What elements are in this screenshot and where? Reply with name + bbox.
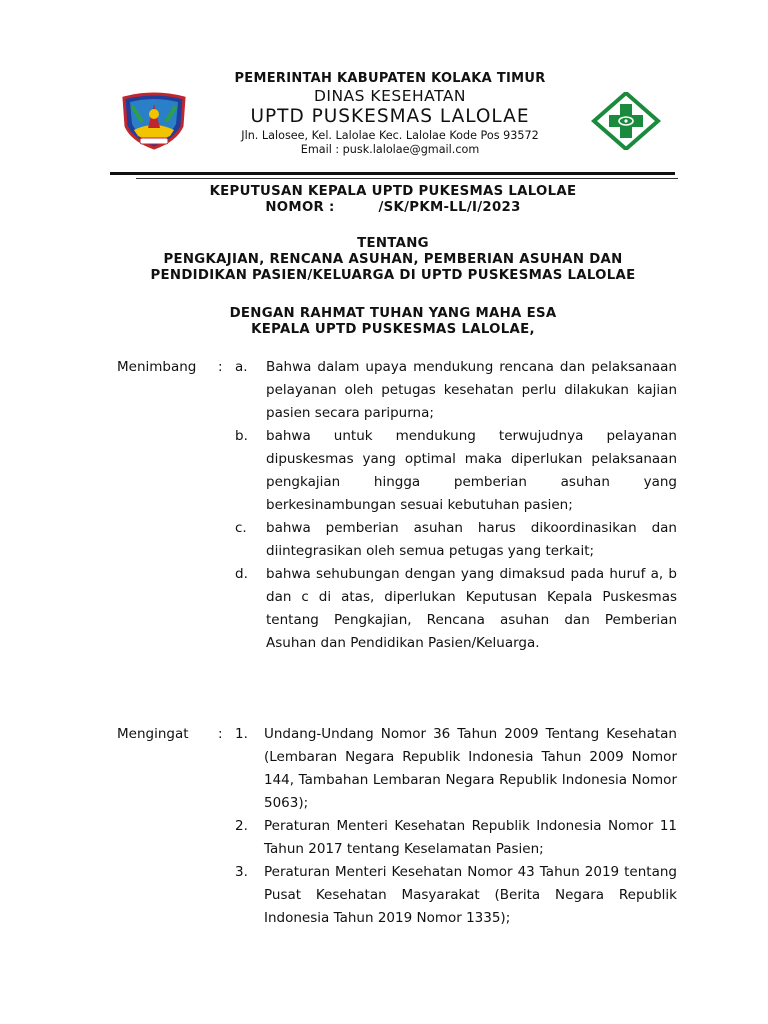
list-item-mark: c. <box>235 520 247 536</box>
list-item-mark: 3. <box>235 864 248 880</box>
list-item-mark: b. <box>235 428 248 444</box>
list-item-text: bahwa pemberian asuhan harus dikoordinasikan dan diintegrasikan oleh semua petugas yang terkait; <box>266 520 677 559</box>
letterhead <box>0 70 768 180</box>
tentang-label: TENTANG <box>357 236 429 251</box>
government-name: PEMERINTAH KABUPATEN KOLAKA TIMUR <box>234 71 546 86</box>
letterhead-rule-thin <box>136 178 678 179</box>
letterhead-rule-thick <box>110 172 675 175</box>
list-item <box>235 425 677 517</box>
email: Email : pusk.lalolae@gmail.com <box>300 143 480 156</box>
list-item-mark: 1. <box>235 726 248 742</box>
institution-name: UPTD PUSKESMAS LALOLAE <box>250 106 530 127</box>
decree-title: KEPUTUSAN KEPALA UPTD PUKESMAS LALOLAE <box>209 184 577 199</box>
list-item-mark: d. <box>235 566 248 582</box>
list-item <box>235 356 677 425</box>
list-item <box>235 723 677 815</box>
list-item-mark: a. <box>235 359 248 375</box>
subject-line-2: PENDIDIKAN PASIEN/KELUARGA DI UPTD PUSKESMAS LALOLAE <box>150 268 636 283</box>
mengingat-colon: : <box>218 726 223 742</box>
list-item-text: Bahwa dalam upaya mendukung rencana dan pelaksanaan pelayanan oleh petugas kesehatan perlu dilakukan kajian pasien secara paripurna; <box>266 359 677 421</box>
opening-heading <box>100 306 686 338</box>
list-item-text: bahwa untuk mendukung terwujudnya pelayanan dipuskesmas yang optimal maka diperlukan pelaksanaan pengkajian hingga pemberian asuhan yang berkesinambungan sesuai kebutuhan pasien; <box>266 428 677 513</box>
list-item <box>235 563 677 655</box>
list-item-text: Peraturan Menteri Kesehatan Nomor 43 Tahun 2019 tentang Pusat Kesehatan Masyarakat (Berita Negara Republik Indonesia Tahun 2019 Nomor 1335); <box>264 864 677 926</box>
letterhead-text <box>200 70 580 157</box>
puskesmas-cross-icon <box>591 92 661 150</box>
mengingat-label: Mengingat <box>117 726 189 742</box>
list-item <box>235 815 677 861</box>
list-item-text: Undang-Undang Nomor 36 Tahun 2009 Tentang Kesehatan (Lembaran Negara Republik Indonesia Tahun 2009 Nomor 144, Tambahan Lembaran Negara Republik Indonesia Nomor 5063); <box>264 726 677 811</box>
decree-number-label: NOMOR : <box>265 200 335 215</box>
rahmat-line-2: KEPALA UPTD PUSKESMAS LALOLAE, <box>251 322 535 337</box>
agency-name: DINAS KESEHATAN <box>313 87 467 105</box>
menimbang-colon: : <box>218 359 223 375</box>
menimbang-label: Menimbang <box>117 359 197 375</box>
decree-number-value: /SK/PKM-LL/I/2023 <box>378 200 521 215</box>
decree-number <box>100 200 686 216</box>
list-item <box>235 861 677 930</box>
list-item-text: Peraturan Menteri Kesehatan Republik Indonesia Nomor 11 Tahun 2017 tentang Keselamatan Pasien; <box>264 818 677 857</box>
regency-crest-icon <box>120 92 188 150</box>
address: Jln. Lalosee, Kel. Lalolae Kec. Lalolae Kode Pos 93572 <box>241 129 539 142</box>
list-item <box>235 517 677 563</box>
rahmat-line-1: DENGAN RAHMAT TUHAN YANG MAHA ESA <box>229 306 557 321</box>
decree-heading <box>100 184 686 216</box>
subject-line-1: PENGKAJIAN, RENCANA ASUHAN, PEMBERIAN ASUHAN DAN <box>163 252 623 267</box>
list-item-text: bahwa sehubungan dengan yang dimaksud pada huruf a, b dan c di atas, diperlukan Keputusan Kepala Puskesmas tentang Pengkajian, Rencana asuhan dan Pemberian Asuhan dan Pendidikan Pasien/Keluarga. <box>266 566 677 651</box>
list-item-mark: 2. <box>235 818 248 834</box>
subject-heading <box>100 236 686 284</box>
